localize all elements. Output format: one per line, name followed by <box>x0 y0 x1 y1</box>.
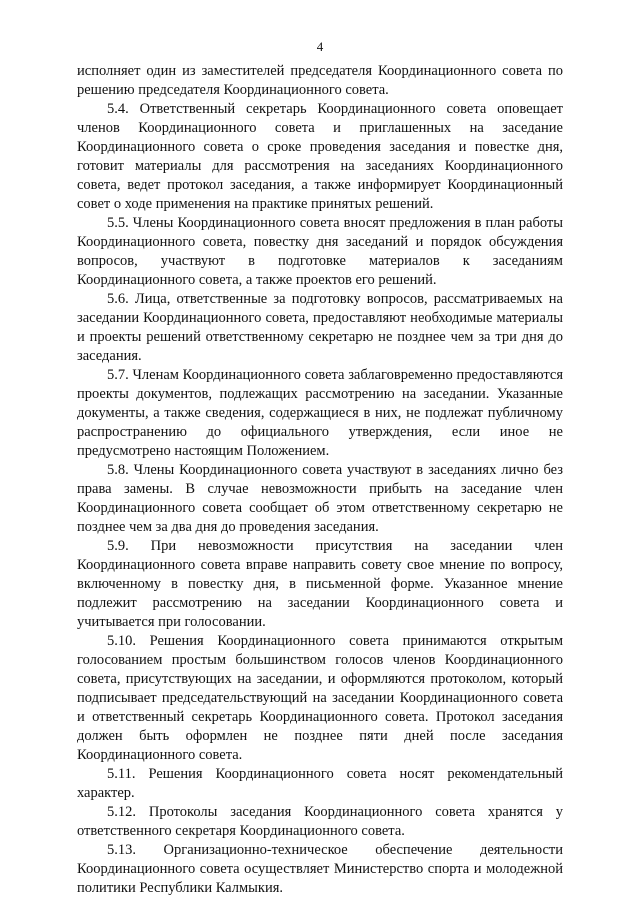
paragraph-5-9: 5.9. При невозможности присутствия на заседании член Координационного совета вправе направить совету свое мнение по вопросу, включенному в повестку дня, в письменной форме. Указанное мнение подлежит рассмотрению на заседании Координационного совета и учитывается при голосовании. <box>77 538 563 630</box>
paragraph-5-6: 5.6. Лица, ответственные за подготовку вопросов, рассматриваемых на заседании Координационного совета, предоставляют необходимые материалы и проекты решений ответственному секретарю не позднее чем за три дня до заседания. <box>77 291 563 364</box>
paragraph-continuation: исполняет один из заместителей председателя Координационного совета по решению председателя Координационного совета. <box>77 63 563 98</box>
paragraph-5-7: 5.7. Членам Координационного совета заблаговременно предоставляются проекты документов, подлежащих рассмотрению на заседании. Указанные документы, а также сведения, содержащиеся в них, не подлежат публичному распространению до официального утверждения, если иное не предусмотрено настоящим Положением. <box>77 367 563 459</box>
paragraph-5-12: 5.12. Протоколы заседания Координационного совета хранятся у ответственного секретаря Координационного совета. <box>77 804 563 839</box>
document-body <box>77 62 563 898</box>
page-number: 4 <box>316 39 324 54</box>
paragraph-5-10: 5.10. Решения Координационного совета принимаются открытым голосованием простым большинством голосов членов Координационного совета, присутствующих на заседании, и оформляются протоколом, который подписывает председательствующий на заседании Координационного совета и ответственный секретарь Координационного совета. Протокол заседания должен быть оформлен не позднее пяти дней после заседания Координационного совета. <box>77 633 563 763</box>
paragraph-5-4: 5.4. Ответственный секретарь Координационного совета оповещает членов Координационного совета и приглашенных на заседание Координационного совета о сроке проведения заседания и повестке дня, готовит материалы для рассмотрения на заседаниях Координационного совета, ведет протокол заседания, а также информирует Координационный совет о ходе применения на практике принятых решений. <box>77 101 563 212</box>
paragraph-5-11: 5.11. Решения Координационного совета носят рекомендательный характер. <box>77 766 563 801</box>
paragraph-5-8: 5.8. Члены Координационного совета участвуют в заседаниях лично без права замены. В случае невозможности прибыть на заседание член Координационного совета сообщает об этом ответственному секретарю не позднее чем за два дня до проведения заседания. <box>77 462 563 535</box>
paragraph-5-13: 5.13. Организационно-техническое обеспечение деятельности Координационного совета осуществляет Министерство спорта и молодежной политики Республики Калмыкия. <box>77 842 563 896</box>
paragraph-5-5: 5.5. Члены Координационного совета вносят предложения в план работы Координационного совета, повестку дня заседаний и порядок обсуждения вопросов, участвуют в подготовке материалов к заседаниям Координационного совета, а также проектов его решений. <box>77 215 563 288</box>
